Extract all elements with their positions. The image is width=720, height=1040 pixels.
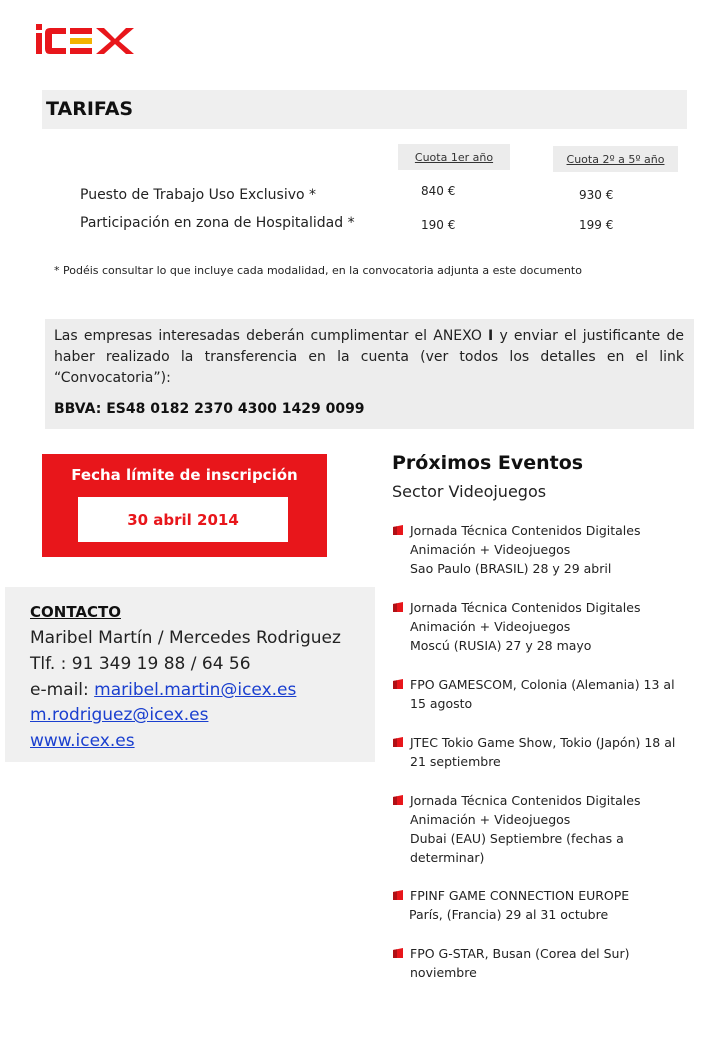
col-header-first-year: Cuota 1er año — [398, 144, 510, 170]
event-line: Jornada Técnica Contenidos Digitales — [410, 793, 641, 808]
event-item — [393, 886, 693, 924]
event-line: JTEC Tokio Game Show, Tokio (Japón) 18 al — [410, 735, 676, 750]
event-line: Moscú (RUSIA) 27 y 28 mayo — [410, 638, 592, 653]
event-line: Jornada Técnica Contenidos Digitales — [410, 523, 641, 538]
contact-title: CONTACTO — [30, 603, 121, 621]
event-line: noviembre — [410, 965, 477, 980]
bullet-icon — [393, 602, 403, 612]
row-value-hospitality-y1: 190 € — [421, 218, 456, 232]
event-line: Dubai (EAU) Septiembre (fechas a — [410, 831, 624, 846]
contact-email-row-2 — [30, 705, 208, 725]
event-line: Animación + Videojuegos — [410, 812, 571, 827]
event-line: Animación + Videojuegos — [410, 619, 571, 634]
event-line: Sao Paulo (BRASIL) 28 y 29 abril — [410, 561, 612, 576]
row-label-exclusive: Puesto de Trabajo Uso Exclusivo * — [80, 187, 317, 203]
event-item — [393, 675, 693, 713]
event-line: Jornada Técnica Contenidos Digitales — [410, 600, 641, 615]
event-item — [393, 598, 693, 655]
bullet-icon — [393, 890, 403, 900]
row-value-exclusive-y1: 840 € — [421, 184, 456, 198]
event-line: París, (Francia) 29 al 31 octubre — [409, 907, 609, 922]
tarifas-note: * Podéis consultar lo que incluye cada modalidad, en la convocatoria adjunta a este documento — [54, 264, 582, 277]
event-item — [393, 521, 693, 578]
email-label: e-mail: — [30, 680, 95, 700]
email-link-mercedes[interactable]: m.rodriguez@icex.es — [30, 705, 209, 725]
row-value-exclusive-y2: 930 € — [579, 188, 614, 202]
event-item — [393, 733, 693, 771]
col-header-second-to-fifth-year: Cuota 2º a 5º año — [553, 146, 678, 172]
bullet-icon — [393, 737, 403, 747]
events-title: Próximos Eventos — [392, 452, 584, 474]
event-line: FPO GAMESCOM, Colonia (Alemania) 13 al — [410, 677, 675, 692]
website-link[interactable]: www.icex.es — [30, 731, 135, 751]
icex-logo — [36, 22, 136, 56]
event-line: FPO G-STAR, Busan (Corea del Sur) — [410, 946, 630, 961]
event-item — [393, 791, 693, 867]
event-line: Animación + Videojuegos — [410, 542, 571, 557]
contact-web-row — [30, 731, 135, 751]
email-link-maribel[interactable]: maribel.martin@icex.es — [94, 680, 297, 700]
contact-phone: Tlf. : 91 349 19 88 / 64 56 — [30, 654, 251, 674]
bank-account: BBVA: ES48 0182 2370 4300 1429 0099 — [54, 401, 365, 417]
tarifas-header-bar — [42, 90, 687, 129]
events-subtitle: Sector Videojuegos — [392, 482, 547, 501]
deadline-date: 30 abril 2014 — [78, 497, 288, 542]
bullet-icon — [393, 679, 403, 689]
tarifas-title: TARIFAS — [46, 98, 134, 120]
contact-names: Maribel Martín / Mercedes Rodriguez — [30, 628, 341, 648]
bullet-icon — [393, 525, 403, 535]
bullet-icon — [393, 795, 403, 805]
info-text: Las empresas interesadas deberán cumplimentar el ANEXO I y enviar el justificante de haber realizado la transferencia en la cuenta (ver todos los detalles en el link “Convocatoria”): — [54, 328, 684, 386]
event-line: 21 septiembre — [410, 754, 501, 769]
row-label-hospitality: Participación en zona de Hospitalidad * — [80, 215, 355, 231]
event-line: determinar) — [410, 850, 485, 865]
deadline-title: Fecha límite de inscripción — [71, 466, 298, 484]
row-value-hospitality-y2: 199 € — [579, 218, 614, 232]
event-line: 15 agosto — [410, 696, 473, 711]
event-line: FPINF GAME CONNECTION EUROPE — [410, 888, 630, 903]
bullet-icon — [393, 948, 403, 958]
event-item — [393, 944, 693, 982]
contact-email-row — [30, 680, 296, 700]
